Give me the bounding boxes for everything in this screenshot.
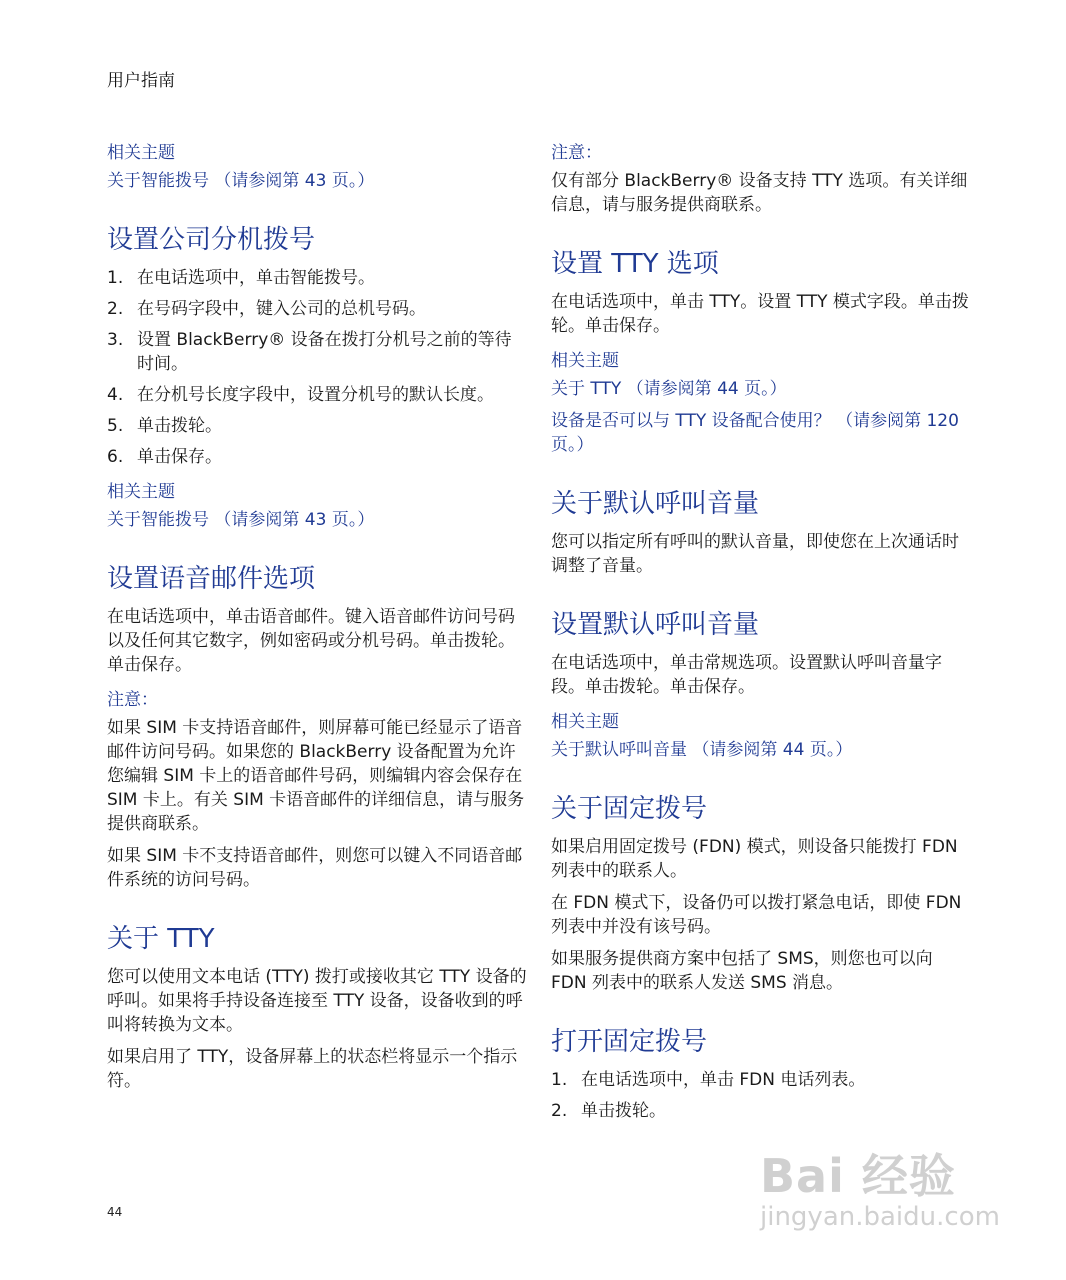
section-heading: 关于 TTY (107, 924, 215, 954)
section-heading: 关于固定拨号 (551, 794, 708, 824)
step-number: 6. (107, 447, 124, 467)
step-item (107, 383, 527, 407)
right-column (551, 130, 971, 1131)
step-text: 在分机号长度字段中，设置分机号的默认长度。 (137, 385, 494, 405)
body-paragraph: 如果启用了 TTY，设备屏幕上的状态栏将显示一个指示符。 (107, 1047, 518, 1091)
step-item (107, 414, 527, 438)
related-topics-title: 相关主题 (551, 351, 619, 371)
note-title: 注意： (107, 690, 158, 710)
body-paragraph: 在电话选项中，单击 TTY。设置 TTY 模式字段。单击拨轮。单击保存。 (551, 292, 969, 336)
step-item (107, 328, 527, 376)
related-topics-title: 相关主题 (551, 712, 619, 732)
step-item (107, 297, 527, 321)
body-paragraph: 您可以使用文本电话 (TTY) 拨打或接收其它 TTY 设备的呼叫。如果将手持设备连接至 TTY 设备，设备收到的呼叫将转换为文本。 (107, 967, 527, 1035)
section-heading: 设置 TTY 选项 (551, 249, 719, 279)
related-link[interactable]: 设备是否可以与 TTY 设备配合使用？ （请参阅第 120 页。） (551, 411, 959, 455)
watermark-url: jingyan.baidu.com (760, 1202, 1000, 1232)
body-paragraph: 在电话选项中，单击常规选项。设置默认呼叫音量字段。单击拨轮。单击保存。 (551, 653, 942, 697)
section-heading: 设置默认呼叫音量 (551, 610, 760, 640)
step-number: 5. (107, 416, 124, 436)
baidu-watermark (760, 1140, 1000, 1232)
step-item (551, 1099, 971, 1123)
step-text: 在电话选项中，单击 FDN 电话列表。 (581, 1070, 866, 1090)
related-link[interactable]: 关于智能拨号 （请参阅第 43 页。） (107, 510, 375, 530)
body-paragraph: 在 FDN 模式下，设备仍可以拨打紧急电话，即使 FDN 列表中并没有该号码。 (551, 893, 962, 937)
section-heading: 设置语音邮件选项 (107, 564, 316, 594)
body-paragraph: 您可以指定所有呼叫的默认音量，即使您在上次通话时调整了音量。 (551, 532, 959, 576)
note-title: 注意： (551, 143, 602, 163)
related-link[interactable]: 关于 TTY （请参阅第 44 页。） (551, 379, 787, 399)
step-item (551, 1068, 971, 1092)
step-number: 1. (107, 268, 124, 288)
body-paragraph: 如果服务提供商方案中包括了 SMS，则您也可以向 FDN 列表中的联系人发送 SMS 消息。 (551, 949, 933, 993)
related-link[interactable]: 关于默认呼叫音量 （请参阅第 44 页。） (551, 740, 853, 760)
step-list (551, 1068, 971, 1123)
section-heading: 关于默认呼叫音量 (551, 489, 760, 519)
step-text: 在号码字段中，键入公司的总机号码。 (137, 299, 426, 319)
step-text: 单击保存。 (137, 447, 222, 467)
step-number: 3. (107, 330, 124, 350)
related-topics-title: 相关主题 (107, 143, 175, 163)
step-number: 1. (551, 1070, 568, 1090)
related-link[interactable]: 关于智能拨号 （请参阅第 43 页。） (107, 171, 375, 191)
note-paragraph: 如果 SIM 卡不支持语音邮件，则您可以键入不同语音邮件系统的访问号码。 (107, 846, 523, 890)
step-text: 设置 BlackBerry® 设备在拨打分机号之前的等待时间。 (137, 330, 512, 374)
related-topics-title: 相关主题 (107, 482, 175, 502)
section-heading: 设置公司分机拨号 (107, 225, 316, 255)
left-column (107, 130, 527, 1101)
step-number: 2. (107, 299, 124, 319)
step-text: 在电话选项中，单击智能拨号。 (137, 268, 375, 288)
body-paragraph: 在电话选项中，单击语音邮件。键入语音邮件访问号码以及任何其它数字，例如密码或分机号码。单击拨轮。单击保存。 (107, 607, 515, 675)
note-paragraph: 仅有部分 BlackBerry® 设备支持 TTY 选项。有关详细信息，请与服务提供商联系。 (551, 171, 968, 215)
step-text: 单击拨轮。 (137, 416, 222, 436)
note-paragraph: 如果 SIM 卡支持语音邮件，则屏幕可能已经显示了语音邮件访问号码。如果您的 BlackBerry 设备配置为允许您编辑 SIM 卡上的语音邮件号码，则编辑内容会保存在 SIM 卡上。有关 SIM 卡语音邮件的详细信息，请与服务提供商联系。 (107, 718, 525, 834)
step-list (107, 266, 527, 469)
step-item (107, 445, 527, 469)
step-number: 4. (107, 385, 124, 405)
page-number: 44 (107, 1205, 123, 1219)
step-number: 2. (551, 1101, 568, 1121)
section-heading: 打开固定拨号 (551, 1027, 708, 1057)
step-item (107, 266, 527, 290)
page-header: 用户指南 (107, 71, 175, 91)
body-paragraph: 如果启用固定拨号 (FDN) 模式，则设备只能拨打 FDN 列表中的联系人。 (551, 837, 958, 881)
step-text: 单击拨轮。 (581, 1101, 666, 1121)
watermark-logo-text: Bai 经验 (760, 1149, 956, 1203)
